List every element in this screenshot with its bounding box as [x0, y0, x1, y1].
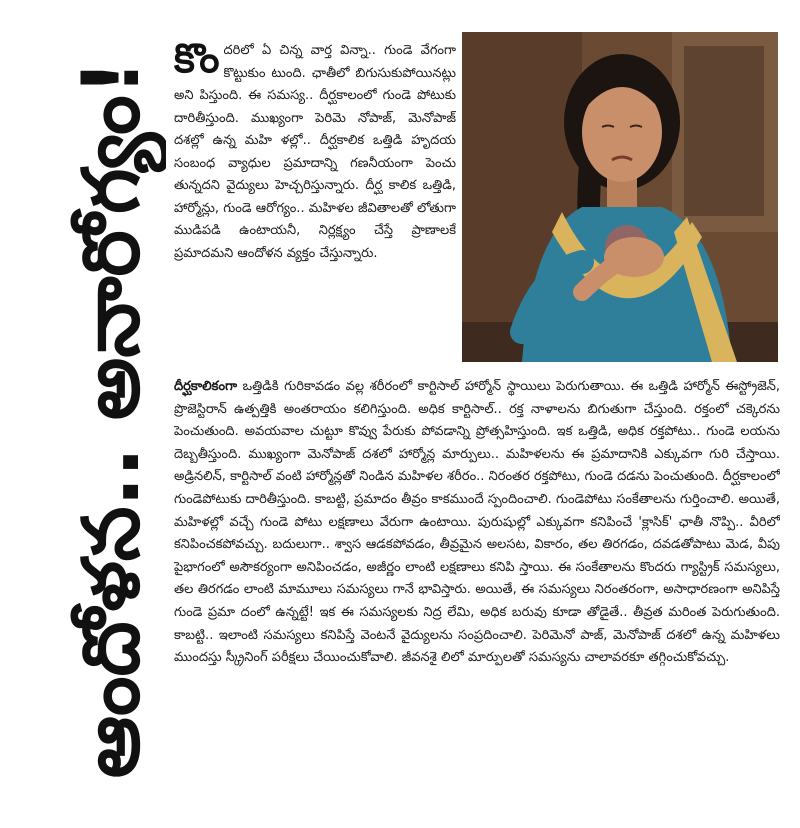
headline	[58, 34, 166, 804]
lead-word: దీర్ఘకాలికంగా	[174, 379, 238, 394]
intro-text: దరిలో ఏ చిన్న వార్త విన్నా.. గుండె వేగంగా కొట్టుకుం టుంది. ఛాతీలో బిగుసుకుపోయినట్లు అని పిస్తుంది. ఈ సమస్య.. దీర్ఘకాలంలో గుండె పోటుకు దారితీస్తుంది. ముఖ్యంగా పెరిమె నోపాజ్, మెనోపాజ్ దశల్లో ఉన్న మహి ళల్లో.. దీర్ఘకాలిక ఒత్తిడి హృదయ సంబంధ వ్యాధుల ప్రమాదాన్ని గణనీయంగా పెంచు తున్నదని వైద్యులు హెచ్చరిస్తున్నారు. దీర్ఘ కాలిక ఒత్తిడి, హార్మోన్లు, గుండె ఆరోగ్యం.. మహిళల జీవితాలతో లోతుగా ముడిపడి ఉంటాయనీ, నిర్లక్ష్యం చేస్తే ప్రాణాలకే ప్రమాదమని ఆందోళన వ్యక్తం చేస్తున్నారు.	[174, 43, 456, 261]
body-text: ఒత్తిడికి గురికావడం వల్ల శరీరంలో కార్టిసాల్ హార్మోన్ స్థాయిలు పెరుగుతాయి. ఈ ఒత్తిడి హార్మోన్ ఈస్ట్రోజెన్, ప్రొజెస్టిరాన్ ఉత్పత్తికి అంతరాయం కలిగిస్తుంది. అధిక కార్టిసాల్.. రక్త నాళాలను బిగుతుగా చేస్తుంది. రక్తంలో చక్కెరను పెంచుతుంది. అవయవాల చుట్టూ కొవ్వు పేరుకు పోవడాన్ని ప్రోత్సహిస్తుంది. ఇక ఒత్తిడి, అధిక రక్తపోటు.. గుండె లయను దెబ్బతీస్తుంది. ముఖ్యంగా మెనోపాజ్ దశలో హార్మోన్ల మార్పులు.. మహిళలను ఈ ప్రమాదానికి ఎక్కువగా గురి చేస్తాయి. అడ్రినలిన్, కార్టిసాల్ వంటి హార్మోన్లతో నిండిన మహిళల శరీరం.. నిరంతర రక్తపోటు, గుండె దడను పెంచుతుంది. దీర్ఘకాలంలో గుండెపోటుకు దారితీస్తుంది. కాబట్టి, ప్రమాదం తీవ్రం కాకముందే స్పందించాలి. గుండెపోటు సంకేతాలను గుర్తించాలి. అయితే, మహిళల్లో వచ్చే గుండె పోటు లక్షణాలు వేరుగా ఉంటాయి. పురుషుల్లో ఎక్కువగా కనిపించే 'క్లాసిక్' ఛాతీ నొప్పి.. వీరిలో కనిపించకపోవచ్చు. బదులుగా.. శ్వాస ఆడకపోవడం, తీవ్రమైన అలసట, వికారం, తల తిరగడం, దవడతోపాటు మెడ, వీపు పైభాగంలో అసౌకర్యంగా అనిపించడం, అజీర్ణం లాంటి లక్షణాలు కనిపి స్తాయి. ఈ సంకేతాలను కొందరు గ్యాస్ట్రిక్ సమస్యలు, తల తిరగడం లాంటి మామూలు సమస్యలు గానే భావిస్తారు. అయితే, ఈ సమస్యలు నిరంతరంగా, అసాధారణంగా అనిపిస్తే గుండె ప్రమా దంలో ఉన్నట్టే! ఇక ఈ సమస్యలకు నిద్ర లేమి, అధిక బరువు కూడా తోడైతే.. తీవ్రత మరింత పెరుగుతుంది. కాబట్టి.. ఇలాంటి సమస్యలు కనిపిస్తే వెంటనే వైద్యులను సంప్రదించాలి. పెరిమెనో పాజ్, మెనోపాజ్ దశలో ఉన్న మహిళలు ముందస్తు స్క్రీనింగ్ పరీక్షలు చేయించుకోవాలి. జీవనశై లిలో మార్పులతో సమస్యను చాలావరకూ తగ్గించుకోవచ్చు.	[174, 379, 780, 666]
woman-holding-chest-photo	[462, 32, 778, 362]
headline-text: ఆందోళన.. అనారోగ్యం!	[67, 59, 157, 779]
intro-paragraph	[174, 40, 456, 360]
photo-illustration	[462, 32, 778, 362]
dropcap: కొం	[174, 40, 220, 82]
body-paragraph	[174, 376, 780, 816]
